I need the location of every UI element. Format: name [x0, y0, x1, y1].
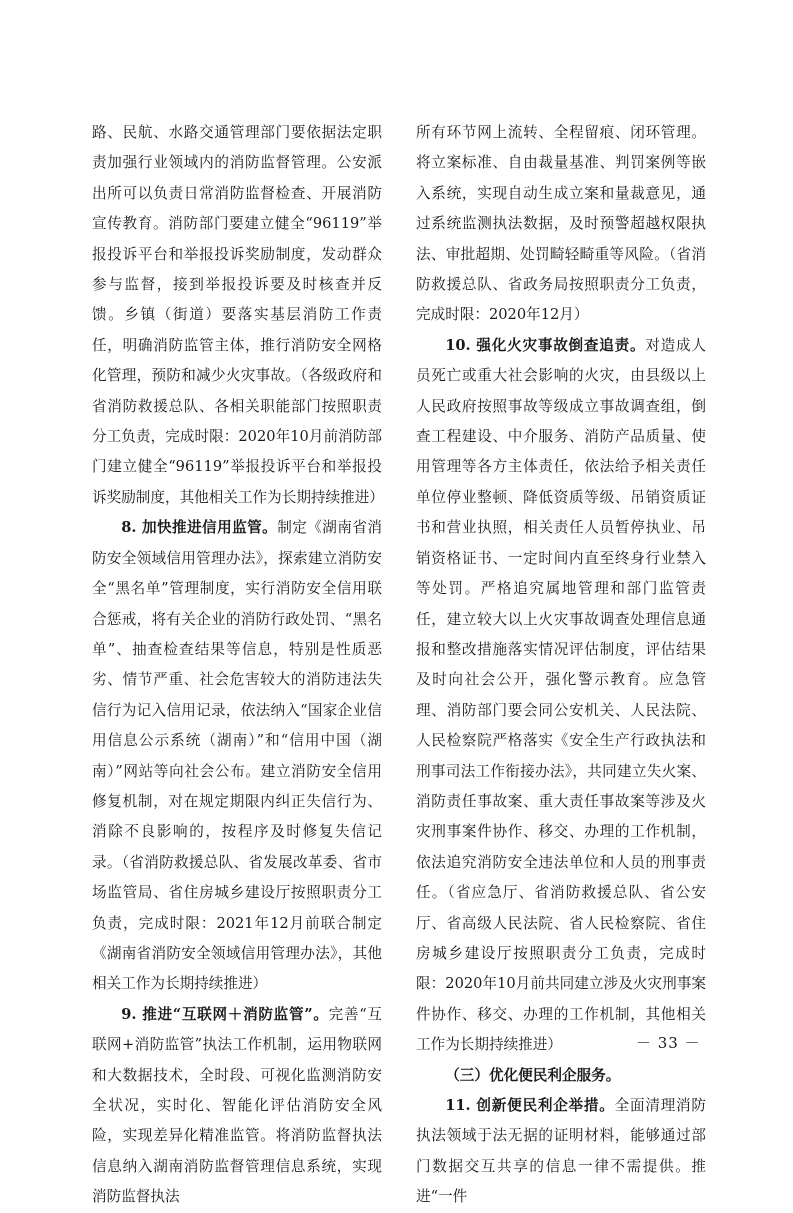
item-heading: 8. 加快推进信用监管。	[121, 519, 278, 537]
item-heading: 10. 强化火灾事故倒查追责。	[445, 336, 646, 354]
left-column	[92, 118, 382, 1213]
item-body: 完善“互联网+消防监管”执法工作机制，运用物联网和大数据技术，全时段、可视化监测消防安全状况，实时化、智能化评估消防安全风险，实现差异化精准监管。将消防监督执法信息纳入湖南消防监督管理信息系统，实现消防监督执法	[92, 1005, 383, 1206]
paragraph-continued: 所有环节网上流转、全程留痕、闭环管理。将立案标准、自由裁量基准、判罚案例等嵌入系统，实现自动生成立案和量裁意见，通过系统监测执法数据，及时预警超越权限执法、审批超期、处罚畸轻畸重等风险。（省消防救援总队、省政务局按照职责分工负责，完成时限：2020年12月）	[416, 124, 706, 324]
item-body: 对造成人员死亡或重大社会影响的火灾，由县级以上人民政府按照事故等级成立事故调查组，倒查工程建设、中介服务、消防产品质量、使用管理等各方主体责任，依法给予相关责任单位停业整顿、降低资质等级、吊销资质证书和营业执照，相关责任人员暂停执业、吊销资格证书、一定时间内直至终身行业禁入等处罚。严格追究属地管理和部门监管责任，建立较大以上火灾事故调查处理信息通报和整改措施落实情况评估制度，评估结果及时向社会公开，强化警示教育。应急管理、消防部门要会同公安机关、人民法院、人民检察院严格落实《安全生产行政执法和刑事司法工作衔接办法》，共同建立失火案、消防责任事故案、重大责任事故案等涉及火灾刑事案件协作、移交、办理的工作机制，依法追究消防安全违法单位和人员的刑事责任。（省应急厅、省消防救援总队、省公安厅、省高级人民法院、省人民检察院、省住房城乡建设厅按照职责分工负责，完成时限：2020年10月前共同建立涉及火灾刑事案件协作、移交、办理的工作机制，其他相关工作为长期持续推进）	[416, 336, 706, 1054]
paragraph-continued: 路、民航、水路交通管理部门要依据法定职责加强行业领域内的消防监督管理。公安派出所可以负责日常消防监督检查、开展消防宣传教育。消防部门要建立健全“96119”举报投诉平台和举报投诉奖励制度，发动群众参与监督，接到举报投诉要及时核查并反馈。乡镇（街道）要落实基层消防工作责任，明确消防监管主体，推行消防安全网格化管理，预防和减少火灾事故。（各级政府和省消防救援总队、各相关职能部门按照职责分工负责，完成时限：2020年10月前消防部门建立健全“96119”举报投诉平台和举报投诉奖励制度，其他相关工作为长期持续推进）	[92, 124, 384, 506]
paragraph-service-innovation	[416, 1091, 706, 1213]
item-body: 全面清理消防执法领域于法无据的证明材料，能够通过部门数据交互共享的信息一律不需提供。推进“一件	[416, 1097, 706, 1206]
page-number: － 33 －	[636, 1034, 701, 1052]
paragraph-fire-accountability	[416, 331, 706, 1061]
section-heading: （三）优化便民利企服务。	[445, 1066, 621, 1084]
item-heading: 9. 推进“互联网＋消防监管”。	[121, 1005, 329, 1023]
item-body: 制定《湖南省消防安全领域信用管理办法》，探索建立消防安全“黑名单”管理制度，实行消防安全信用联合惩戒，将有关企业的消防行政处罚、“黑名单”、抽查检查结果等信息，特别是性质恶劣、情节严重、社会危害较大的消防违法失信行为记入信用记录，依法纳入“国家企业信用信息公示系统（湖南）”和“信用中国（湖南）”网站等向社会公布。建立消防安全信用修复机制，对在规定期限内纠正失信行为、消除不良影响的，按程序及时修复失信记录。（省消防救援总队、省发展改革委、省市场监管局、省住房城乡建设厅按照职责分工负责，完成时限：2021年12月前联合制定《湖南省消防安全领域信用管理办法》，其他相关工作为长期持续推进）	[92, 519, 382, 993]
paragraph-credit-supervision	[92, 513, 382, 1000]
item-heading: 11. 创新便民利企举措。	[445, 1097, 615, 1114]
paragraph-internet-supervision	[92, 1000, 382, 1213]
